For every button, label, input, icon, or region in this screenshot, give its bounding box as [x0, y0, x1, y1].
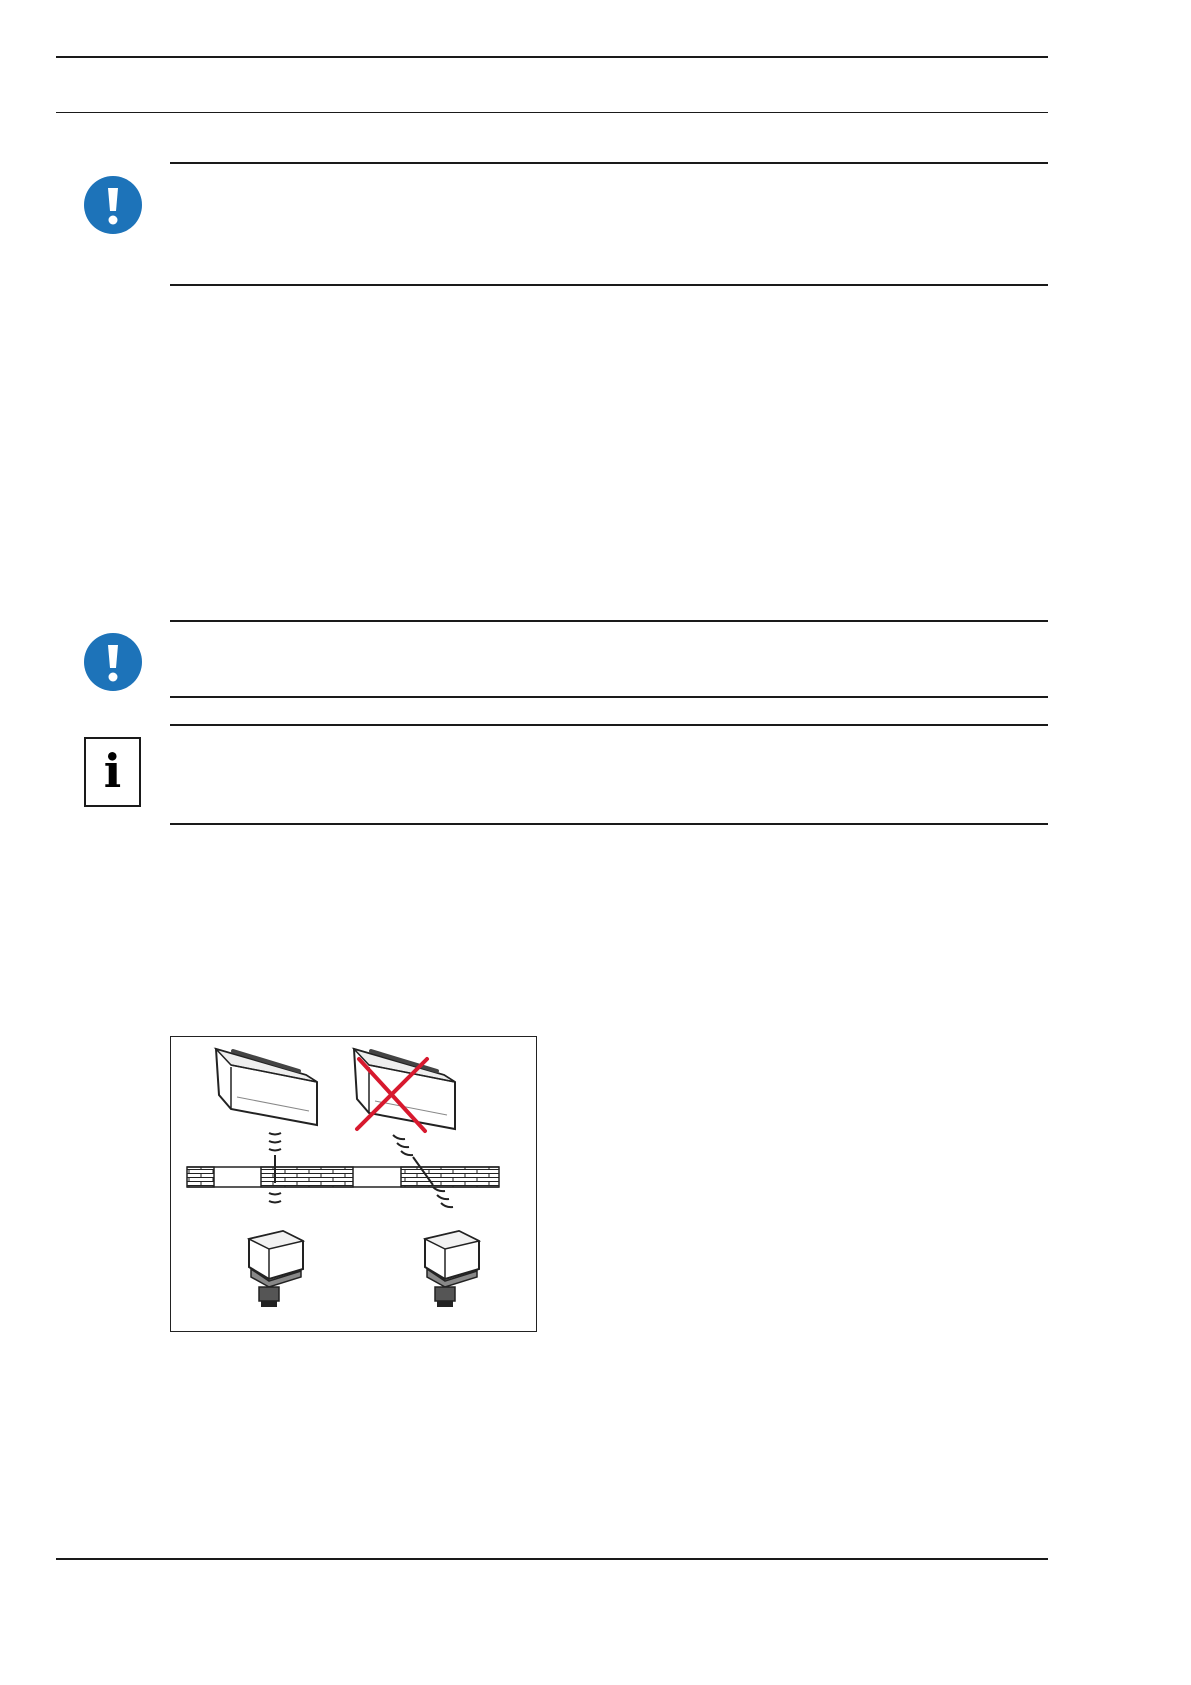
- info-glyph: i: [103, 744, 122, 798]
- notice-1-rule-top: [170, 162, 1048, 164]
- info-icon: [84, 737, 141, 807]
- actuator-icon: [425, 1231, 479, 1307]
- header-rule-bottom: [56, 112, 1048, 113]
- notice-2-rule-bottom: [170, 696, 1048, 698]
- actuator-icon: [249, 1231, 303, 1307]
- notice-2-rule-top: [170, 620, 1048, 622]
- footer-rule: [56, 1558, 1048, 1560]
- notice-1-rule-bottom: [170, 284, 1048, 286]
- header-rule-top: [56, 56, 1048, 58]
- exclamation-icon: [84, 633, 142, 691]
- transmission-figure: [170, 1036, 537, 1332]
- notice-3-rule-top: [170, 724, 1048, 726]
- notice-3-rule-bottom: [170, 823, 1048, 825]
- wall-icon: [187, 1167, 499, 1187]
- room-unit-icon: [216, 1049, 317, 1125]
- exclamation-icon: [84, 176, 142, 234]
